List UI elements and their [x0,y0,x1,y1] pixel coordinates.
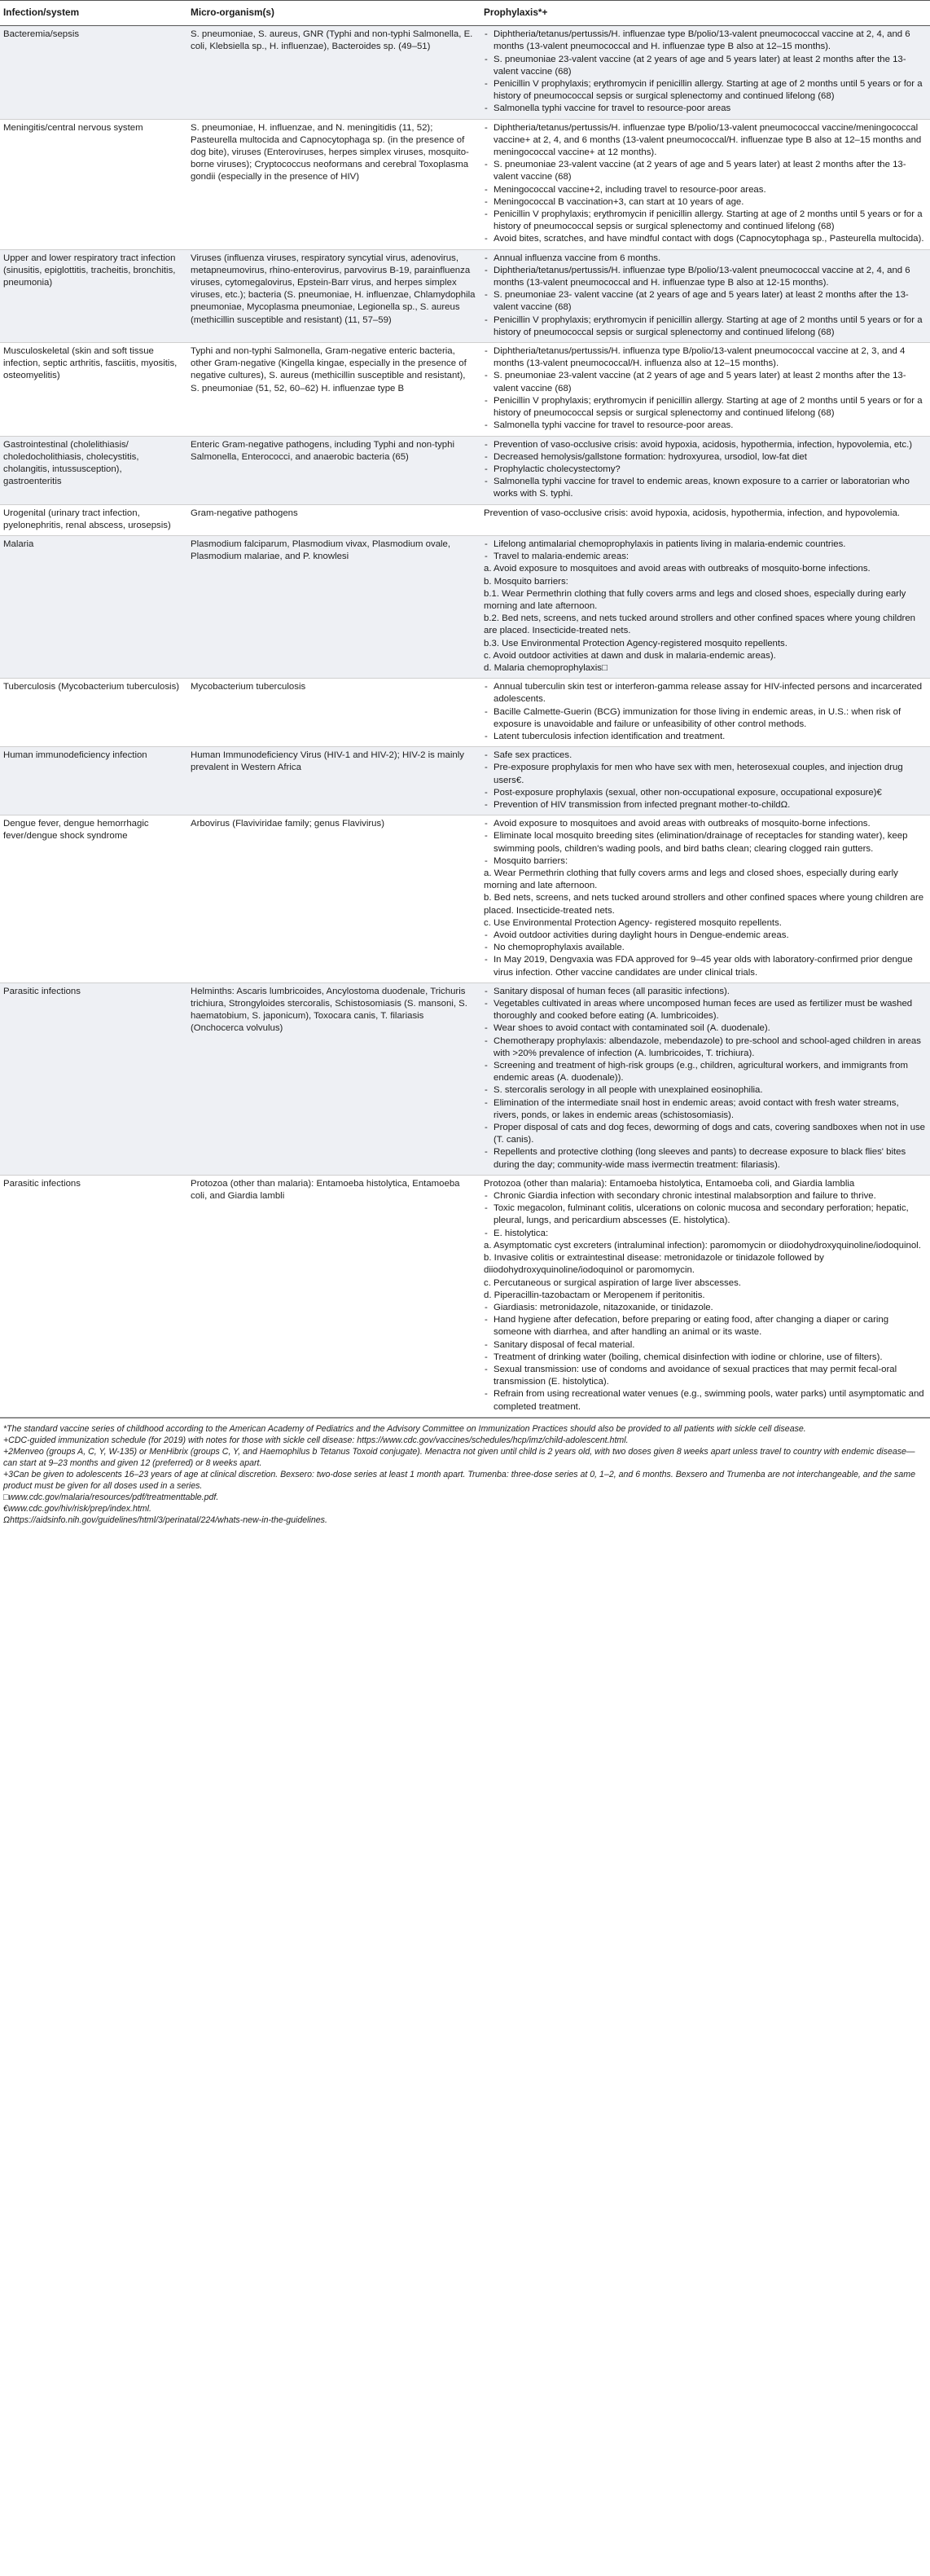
prophylaxis-list [484,508,925,520]
prophylaxis-item: - Decreased hemolysis/gallstone formation: hydroxyurea, ursodiol, low-fat diet [484,451,925,464]
prophylaxis-item: - Salmonella typhi vaccine for travel to resource-poor areas [484,103,925,115]
prophylaxis-item: b.3. Use Environmental Protection Agency-registered mosquito repellents. [484,638,787,648]
prophylaxis-item: - E. histolytica: [484,1228,925,1240]
prophylaxis-item: c. Use Environmental Protection Agency- registered mosquito repellents. [484,917,782,928]
prophylaxis-item: - Toxic megacolon, fulminant colitis, ulcerations on colonic mucosa and secondary perforation; hepatic, pleural, lungs, and pericardium abscesses (E. histolytica). [484,1202,925,1227]
prophylaxis-item: - Refrain from using recreational water venues (e.g., swimming pools, water parks) until asymptomatic and completed treatment. [484,1388,925,1413]
prophylaxis-item: - Salmonella typhi vaccine for travel to endemic areas, known exposure to a carrier or laboratorian who works with S. typhi. [484,476,925,500]
infection-system-cell: Urogenital (urinary tract infection, pyelonephritis, renal abscess, urosepsis) [0,504,187,535]
header-infection-system: Infection/system [0,1,187,26]
prophylaxis-item: d. Piperacillin-tazobactam or Meropenem if peritonitis. [484,1290,705,1300]
prophylaxis-list [484,538,925,675]
prophylaxis-list [484,122,925,246]
infection-system-cell: Bacteremia/sepsis [0,26,187,119]
infection-system-cell: Human immunodeficiency infection [0,747,187,815]
prophylaxis-item: - Chemotherapy prophylaxis: albendazole, mebendazole) to pre-school and school-aged children in areas with >20% prevalence of infection (A. lumbricoides, T. trichiura). [484,1035,925,1060]
prophylaxis-list [484,253,925,339]
prophylaxis-item: - Meningococcal vaccine+2, including travel to resource-poor areas. [484,184,925,196]
infection-system-cell: Musculoskeletal (skin and soft tissue infection, septic arthritis, fasciitis, myositis, osteomyelitis) [0,343,187,436]
infection-system-cell: Parasitic infections [0,1175,187,1417]
prophylaxis-cell [480,982,930,1175]
prophylaxis-item: - Avoid exposure to mosquitoes and avoid areas with outbreaks of mosquito-borne infections. [484,818,925,830]
prophylaxis-item: - Salmonella typhi vaccine for travel to resource-poor areas. [484,420,925,432]
prophylaxis-item: - Sanitary disposal of fecal material. [484,1339,925,1352]
infection-system-cell: Meningitis/central nervous system [0,119,187,249]
prophylaxis-item: - S. stercoralis serology in all people with unexplained eosinophilia. [484,1084,925,1097]
prophylaxis-item: - Prevention of HIV transmission from infected pregnant mother-to-childΩ. [484,799,925,811]
infection-system-cell: Dengue fever, dengue hemorrhagic fever/dengue shock syndrome [0,815,187,983]
prophylaxis-item: - Avoid bites, scratches, and have mindful contact with dogs (Capnocytophaga sp., Pasteurella multocida). [484,233,925,245]
prophylaxis-item: - Diphtheria/tetanus/pertussis/H. influenza type B/polio/13-valent pneumococcal vaccine at 2, 3, and 4 months (13-valent pneumococcal/H. influenza also at 12–15 months). [484,345,925,370]
prophylaxis-cell [480,1175,930,1417]
prophylaxis-item: b. Mosquito barriers: [484,576,568,587]
prophylaxis-item: - S. pneumoniae 23-valent vaccine (at 2 years of age and 5 years later) at least 2 months after the 13-valent vaccine (68) [484,54,925,78]
prophylaxis-item: - Eliminate local mosquito breeding sites (elimination/drainage of receptacles for standing water), keep swimming pools, children's wading pools, and bird baths clean; clearing clogged rain gutters. [484,830,925,855]
prophylaxis-cell [480,26,930,119]
table-row [0,679,930,747]
prophylaxis-cell [480,249,930,342]
prophylaxis-list [484,818,925,979]
table-row [0,1175,930,1417]
prophylaxis-item: - Pre-exposure prophylaxis for men who have sex with men, heterosexual couples, and injection drug users€. [484,762,925,786]
prophylaxis-item: - Meningococcal B vaccination+3, can start at 10 years of age. [484,196,925,209]
prophylaxis-item: - Post-exposure prophylaxis (sexual, other non-occupational exposure, occupational exposure)€ [484,787,925,799]
prophylaxis-list [484,29,925,115]
prophylaxis-cell [480,343,930,436]
prophylaxis-item: - Annual influenza vaccine from 6 months. [484,253,925,265]
prophylaxis-item: a. Avoid exposure to mosquitoes and avoid areas with outbreaks of mosquito-borne infections. [484,564,871,574]
header-prophylaxis: Prophylaxis*+ [480,1,930,26]
table-row [0,249,930,342]
prophylaxis-item: - Annual tuberculin skin test or interferon-gamma release assay for HIV-infected persons and incarcerated adolescents. [484,681,925,706]
prophylaxis-item: - In May 2019, Dengvaxia was FDA approved for 9–45 year olds with laboratory-confirmed prior dengue virus infection. Other vaccine candidates are under clinical trials. [484,954,925,978]
prophylaxis-item: - Safe sex practices. [484,750,925,762]
prophylaxis-item: - Sanitary disposal of human feces (all parasitic infections). [484,986,925,998]
footnote: +3Can be given to adolescents 16–23 years of age at clinical discretion. Bexsero: two-dose series at least 1 month apart. Trumenba: three-dose series at 0, 1–2, and 6 months. Bexsero and Trumenba are not interchangeable, and the same product must be given for all doses used in a series. [3,1469,915,1491]
prophylaxis-list [484,439,925,501]
prophylaxis-item: - Treatment of drinking water (boiling, chemical disinfection with iodine or chlorine, use of filters). [484,1352,925,1364]
prophylaxis-item: - Elimination of the intermediate snail host in endemic areas; avoid contact with fresh water streams, rivers, ponds, or lakes in endemic areas (schistosomiasis). [484,1097,925,1122]
infection-system-cell: Upper and lower respiratory tract infection (sinusitis, epiglottitis, tracheitis, bronchitis, pneumonia) [0,249,187,342]
prophylaxis-list [484,750,925,811]
prophylaxis-item: - Hand hygiene after defecation, before preparing or eating food, after changing a diaper or caring someone with diarrhea, and after handling an animal or its waste. [484,1314,925,1339]
prophylaxis-cell [480,815,930,983]
prophylaxis-item: - Diphtheria/tetanus/pertussis/H. influenzae type B/polio/13-valent pneumococcal vaccine/meningococcal vaccine+ at 2, 4, and 6 months (13-valent pneumococcal/H. influenzae type B also at 12–15 months and meningococcal vaccine+ at 12 months). [484,122,925,160]
header-row [0,1,930,26]
prophylaxis-cell [480,436,930,504]
prophylaxis-item: - Avoid outdoor activities during daylight hours in Dengue-endemic areas. [484,930,925,942]
prophylaxis-cell [480,535,930,678]
header-micro-organisms: Micro-organism(s) [187,1,480,26]
table-row [0,436,930,504]
table-body [0,26,930,1418]
micro-organism-cell: Arbovirus (Flaviviridae family; genus Flavivirus) [187,815,480,983]
footnote: €www.cdc.gov/hiv/risk/prep/index.html. [3,1503,151,1514]
table-row [0,815,930,983]
footnote: *The standard vaccine series of childhood according to the American Academy of Pediatrics and the Advisory Committee on Immunization Practices should also be provided to all patients with sickle cell disease. [3,1423,806,1434]
prophylaxis-list [484,986,925,1172]
prophylaxis-item: d. Malaria chemoprophylaxis□ [484,662,608,673]
micro-organism-cell: Human Immunodeficiency Virus (HIV-1 and HIV-2); HIV-2 is mainly prevalent in Western Africa [187,747,480,815]
footnote: □www.cdc.gov/malaria/resources/pdf/treatmenttable.pdf. [3,1492,219,1502]
prophylaxis-item: - Latent tuberculosis infection identification and treatment. [484,731,925,743]
prophylaxis-item: - Screening and treatment of high-risk groups (e.g., children, agricultural workers, and immigrants from endemic areas (A. duodenale)). [484,1060,925,1084]
prophylaxis-item: - Penicillin V prophylaxis; erythromycin if penicillin allergy. Starting at age of 2 months until 5 years or for a history of pneumococcal sepsis or surgical splenectomy and continued lifelong (68) [484,209,925,233]
prophylaxis-cell [480,679,930,747]
micro-organism-cell: Typhi and non-typhi Salmonella, Gram-negative enteric bacteria, other Gram-negative (Kingella kingae, especially in the presence of negative cultures), S. aureus (methicillin susceptible and resistant), S. pneumoniae (51, 52, 60–62) H. influenzae type B [187,343,480,436]
infection-system-cell: Tuberculosis (Mycobacterium tuberculosis) [0,679,187,747]
prophylaxis-item: Prevention of vaso-occlusive crisis: avoid hypoxia, acidosis, hypothermia, infection, and hypovolemia. [484,508,900,518]
prophylaxis-item: - Penicillin V prophylaxis; erythromycin if penicillin allergy. Starting at age of 2 months until 5 years or for a history of pneumococcal sepsis or surgical splenectomy and continued lifelong (68) [484,314,925,339]
prophylaxis-item: - Prophylactic cholecystectomy? [484,464,925,476]
prophylaxis-list [484,681,925,743]
table-row [0,119,930,249]
micro-organism-cell: Mycobacterium tuberculosis [187,679,480,747]
prophylaxis-item: - Wear shoes to avoid contact with contaminated soil (A. duodenale). [484,1022,925,1035]
micro-organism-cell: Protozoa (other than malaria): Entamoeba histolytica, Entamoeba coli, and Giardia lambli [187,1175,480,1417]
prophylaxis-item: a. Asymptomatic cyst excreters (intraluminal infection): paromomycin or diiodohydroxyquinoline/iodoquinol. [484,1240,921,1251]
prophylaxis-item: a. Wear Permethrin clothing that fully covers arms and legs and closed shoes, especially during early morning and late afternoon. [484,868,898,891]
prophylaxis-item: - No chemoprophylaxis available. [484,942,925,954]
prophylaxis-item: b.2. Bed nets, screens, and nets tucked around strollers and other confined spaces where young children are placed. Insecticide-treated nets. [484,613,915,636]
footnote: Ωhttps://aidsinfo.nih.gov/guidelines/html/3/perinatal/224/whats-new-in-the-guidelines. [3,1514,327,1525]
prophylaxis-item: - Mosquito barriers: [484,855,925,868]
table-row [0,982,930,1175]
prophylaxis-item: - Sexual transmission: use of condoms and avoidance of sexual practices that may permit fecal-oral transmission (E. histolytica). [484,1364,925,1388]
prophylaxis-item: - S. pneumoniae 23-valent vaccine (at 2 years of age and 5 years later) at least 2 months after the 13-valent vaccine (68) [484,370,925,394]
infection-system-cell: Parasitic infections [0,982,187,1175]
prophylaxis-item: Protozoa (other than malaria): Entamoeba histolytica, Entamoeba coli, and Giardia lamblia [484,1178,855,1189]
prophylaxis-item: - Vegetables cultivated in areas where uncomposed human feces are used as fertilizer must be washed thoroughly and cooked before eating (A. lumbricoides). [484,998,925,1022]
prophylaxis-item: b.1. Wear Permethrin clothing that fully covers arms and legs and closed shoes, especially during early morning and late afternoon. [484,588,906,611]
prophylaxis-item: - Travel to malaria-endemic areas: [484,551,925,563]
table-row [0,26,930,119]
prophylaxis-item: - Repellents and protective clothing (long sleeves and pants) to decrease exposure to black flies' bites during the day; community-wide mass ivermectin treatment: filariasis). [484,1146,925,1171]
prophylaxis-item: b. Invasive colitis or extraintestinal disease: metronidazole or tinidazole followed by diiodohydroxyquinoline/iodoquinol or paromomycin. [484,1253,824,1276]
table-row [0,535,930,678]
prophylaxis-item: - Chronic Giardia infection with secondary chronic intestinal malabsorption and failure to thrive. [484,1190,925,1202]
prophylaxis-item: - Penicillin V prophylaxis; erythromycin if penicillin allergy. Starting at age of 2 months until 5 years or for a history of pneumococcal sepsis or surgical splenectomy and continued lifelong (68) [484,78,925,103]
prophylaxis-list [484,345,925,432]
prophylaxis-item: - Diphtheria/tetanus/pertussis/H. influenzae type B/polio/13-valent pneumococcal vaccine at 2, 4, and 6 months (13-valent pneumococcal and H. influenzae type B also at 12–15 months). [484,29,925,53]
micro-organism-cell: Helminths: Ascaris lumbricoides, Ancylostoma duodenale, Trichuris trichiura, Strongyloides stercoralis, Schistosomiasis (S. mansoni, S. haematobium, S. japonicum), Toxocara canis, T. filariasis (Onchocerca volvulus) [187,982,480,1175]
prophylaxis-item: - Diphtheria/tetanus/pertussis/H. influenzae type B/polio/13-valent pneumococcal vaccine at 2, 4, and 6 months (13-valent pneumococcal and H. influenzae type B also at 12-15 months). [484,265,925,289]
prophylaxis-item: c. Percutaneous or surgical aspiration of large liver abscesses. [484,1277,741,1288]
prophylaxis-cell [480,504,930,535]
prophylaxis-list [484,1178,925,1413]
prophylaxis-item: - Lifelong antimalarial chemoprophylaxis in patients living in malaria-endemic countries. [484,538,925,551]
prophylaxis-item: - Penicillin V prophylaxis; erythromycin if penicillin allergy. Starting at age of 2 months until 5 years or for a history of pneumococcal sepsis or surgical splenectomy and continued lifelong (68) [484,395,925,420]
prophylaxis-item: - Proper disposal of cats and dog feces, deworming of dogs and cats, covering sandboxes when not in use (T. canis). [484,1122,925,1146]
prophylaxis-item: - Bacille Calmette-Guerin (BCG) immunization for those living in endemic areas, in U.S.: when risk of exposure is unavoidable and failure or unfeasibility of other control methods. [484,706,925,731]
prophylaxis-item: - Giardiasis: metronidazole, nitazoxanide, or tinidazole. [484,1302,925,1314]
micro-organism-cell: Enteric Gram-negative pathogens, including Typhi and non-typhi Salmonella, Enterococci, and anaerobic bacteria (65) [187,436,480,504]
prophylaxis-item: - S. pneumoniae 23-valent vaccine (at 2 years of age and 5 years later) at least 2 months after the 13-valent vaccine (68) [484,159,925,183]
prophylaxis-cell [480,747,930,815]
footnotes [0,1418,930,1526]
table-row [0,747,930,815]
prophylaxis-item: - Prevention of vaso-occlusive crisis: avoid hypoxia, acidosis, hypothermia, infection, hypovolemia, etc.) [484,439,925,451]
infection-system-cell: Gastrointestinal (cholelithiasis/ choledocholithiasis, cholecystitis, cholangitis, intussusception), gastroenteritis [0,436,187,504]
footnote: +2Menveo (groups A, C, Y, W-135) or MenHibrix (groups C, Y, and Haemophilus b Tetanus Toxoid conjugate). Menactra not given until child is 2 years old, with two doses given 8 weeks apart unless travel to country with endemic disease—can start at 9–23 months and given 12 (preferred) or 8 weeks apart. [3,1446,915,1468]
infection-system-cell: Malaria [0,535,187,678]
footnote: +CDC-guided immunization schedule (for 2019) with notes for those with sickle cell disease: https://www.cdc.gov/vaccines/schedules/hcp/imz/child-adolescent.html. [3,1435,629,1445]
table-row [0,504,930,535]
prophylaxis-item: - S. pneumoniae 23- valent vaccine (at 2 years of age and 5 years later) at least 2 months after the 13-valent vaccine (68) [484,289,925,314]
micro-organism-cell: Viruses (influenza viruses, respiratory syncytial virus, adenovirus, metapneumovirus, rhino-enterovirus, parvovirus B-19, parainfluenza viruses, cytomegalovirus, Epstein-Barr virus, and herpes simplex viruses, etc.); bacteria (S. pneumoniae, H. influenzae, Chlamydophila pneumoniae, Mycoplasma pneumoniae, Legionella sp., S. aureus (methicillin susceptible and resistant) (11, 57–59) [187,249,480,342]
prophylaxis-cell [480,119,930,249]
micro-organism-cell: Gram-negative pathogens [187,504,480,535]
micro-organism-cell: Plasmodium falciparum, Plasmodium vivax, Plasmodium ovale, Plasmodium malariae, and P. knowlesi [187,535,480,678]
micro-organism-cell: S. pneumoniae, H. influenzae, and N. meningitidis (11, 52); Pasteurella multocida and Capnocytophaga sp. (in the presence of dog bite), viruses (Enteroviruses, herpes simplex viruses, mosquito-borne viruses); Cryptococcus neoformans and cerebral Toxoplasma gondii (especially in the presence of HIV) [187,119,480,249]
table-row [0,343,930,436]
prophylaxis-item: b. Bed nets, screens, and nets tucked around strollers and other confined spaces where young children are placed. Insecticide-treated nets. [484,893,924,916]
micro-organism-cell: S. pneumoniae, S. aureus, GNR (Typhi and non-typhi Salmonella, E. coli, Klebsiella sp., H. influenzae), Bacteroides sp. (49–51) [187,26,480,119]
prophylaxis-item: c. Avoid outdoor activities at dawn and dusk in malaria-endemic areas). [484,650,776,661]
